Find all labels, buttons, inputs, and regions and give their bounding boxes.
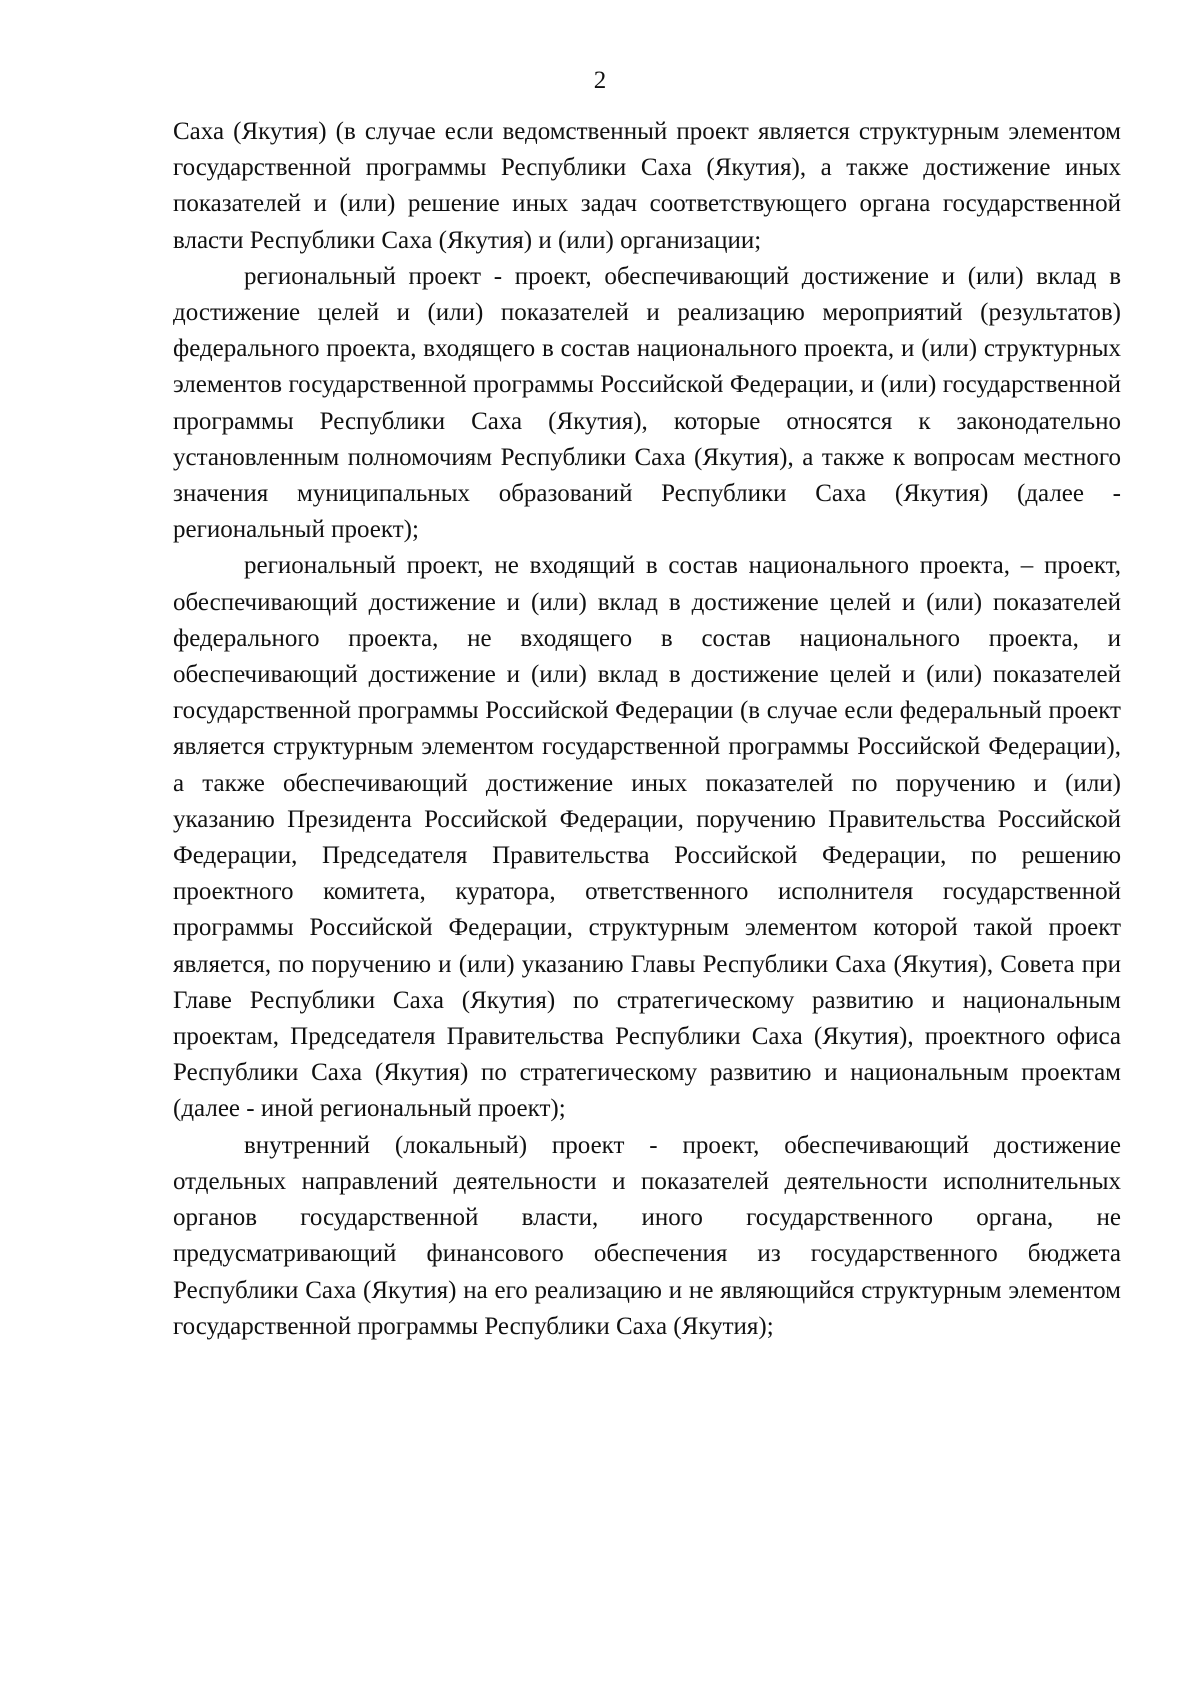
page-number: 2 — [593, 67, 607, 94]
paragraph-continuation: Саха (Якутия) (в случае если ведомственный проект является структурным элементом государственной программы Республики Саха (Якутия), а также достижение иных показателей и (или) решение иных задач соответствующего органа государственной власти Республики Саха (Якутия) и (или) организации; — [173, 118, 1121, 254]
paragraph-other-regional-project: региональный проект, не входящий в состав национального проекта, – проект, обеспечивающий достижение и (или) вклад в достижение целей и (или) показателей федерального проекта, не входящего в состав национального проекта, и обеспечивающий достижение и (или) вклад в достижение целей и (или) показателей государственной программы Российской Федерации (в случае если федеральный проект является структурным элементом государственной программы Российской Федерации), а также обеспечивающий достижение иных показателей по поручению и (или) указанию Президента Российской Федерации, поручению Правительства Российской Федерации, Председателя Правительства Российской Федерации, по решению проектного комитета, куратора, ответственного исполнителя государственной программы Российской Федерации, структурным элементом которой такой проект является, по поручению и (или) указанию Главы Республики Саха (Якутия), Совета при Главе Республики Саха (Якутия) по стратегическому развитию и национальным проектам, Председателя Правительства Республики Саха (Якутия), проектного офиса Республики Саха (Якутия) по стратегическому развитию и национальным проектам (далее - иной региональный проект); — [173, 552, 1121, 1123]
document-body — [173, 114, 1121, 1345]
paragraph-regional-project: региональный проект - проект, обеспечивающий достижение и (или) вклад в достижение целей и (или) показателей и реализацию мероприятий (результатов) федерального проекта, входящего в состав национального проекта, и (или) структурных элементов государственной программы Российской Федерации, и (или) государственной программы Республики Саха (Якутия), которые относятся к законодательно установленным полномочиям Республики Саха (Якутия), а также к вопросам местного значения муниципальных образований Республики Саха (Якутия) (далее - региональный проект); — [173, 262, 1121, 544]
paragraph-internal-project: внутренний (локальный) проект - проект, обеспечивающий достижение отдельных направлений деятельности и показателей деятельности исполнительных органов государственной власти, иного государственного органа, не предусматривающий финансового обеспечения из государственного бюджета Республики Саха (Якутия) на его реализацию и не являющийся структурным элементом государственной программы Республики Саха (Якутия); — [173, 1131, 1121, 1340]
